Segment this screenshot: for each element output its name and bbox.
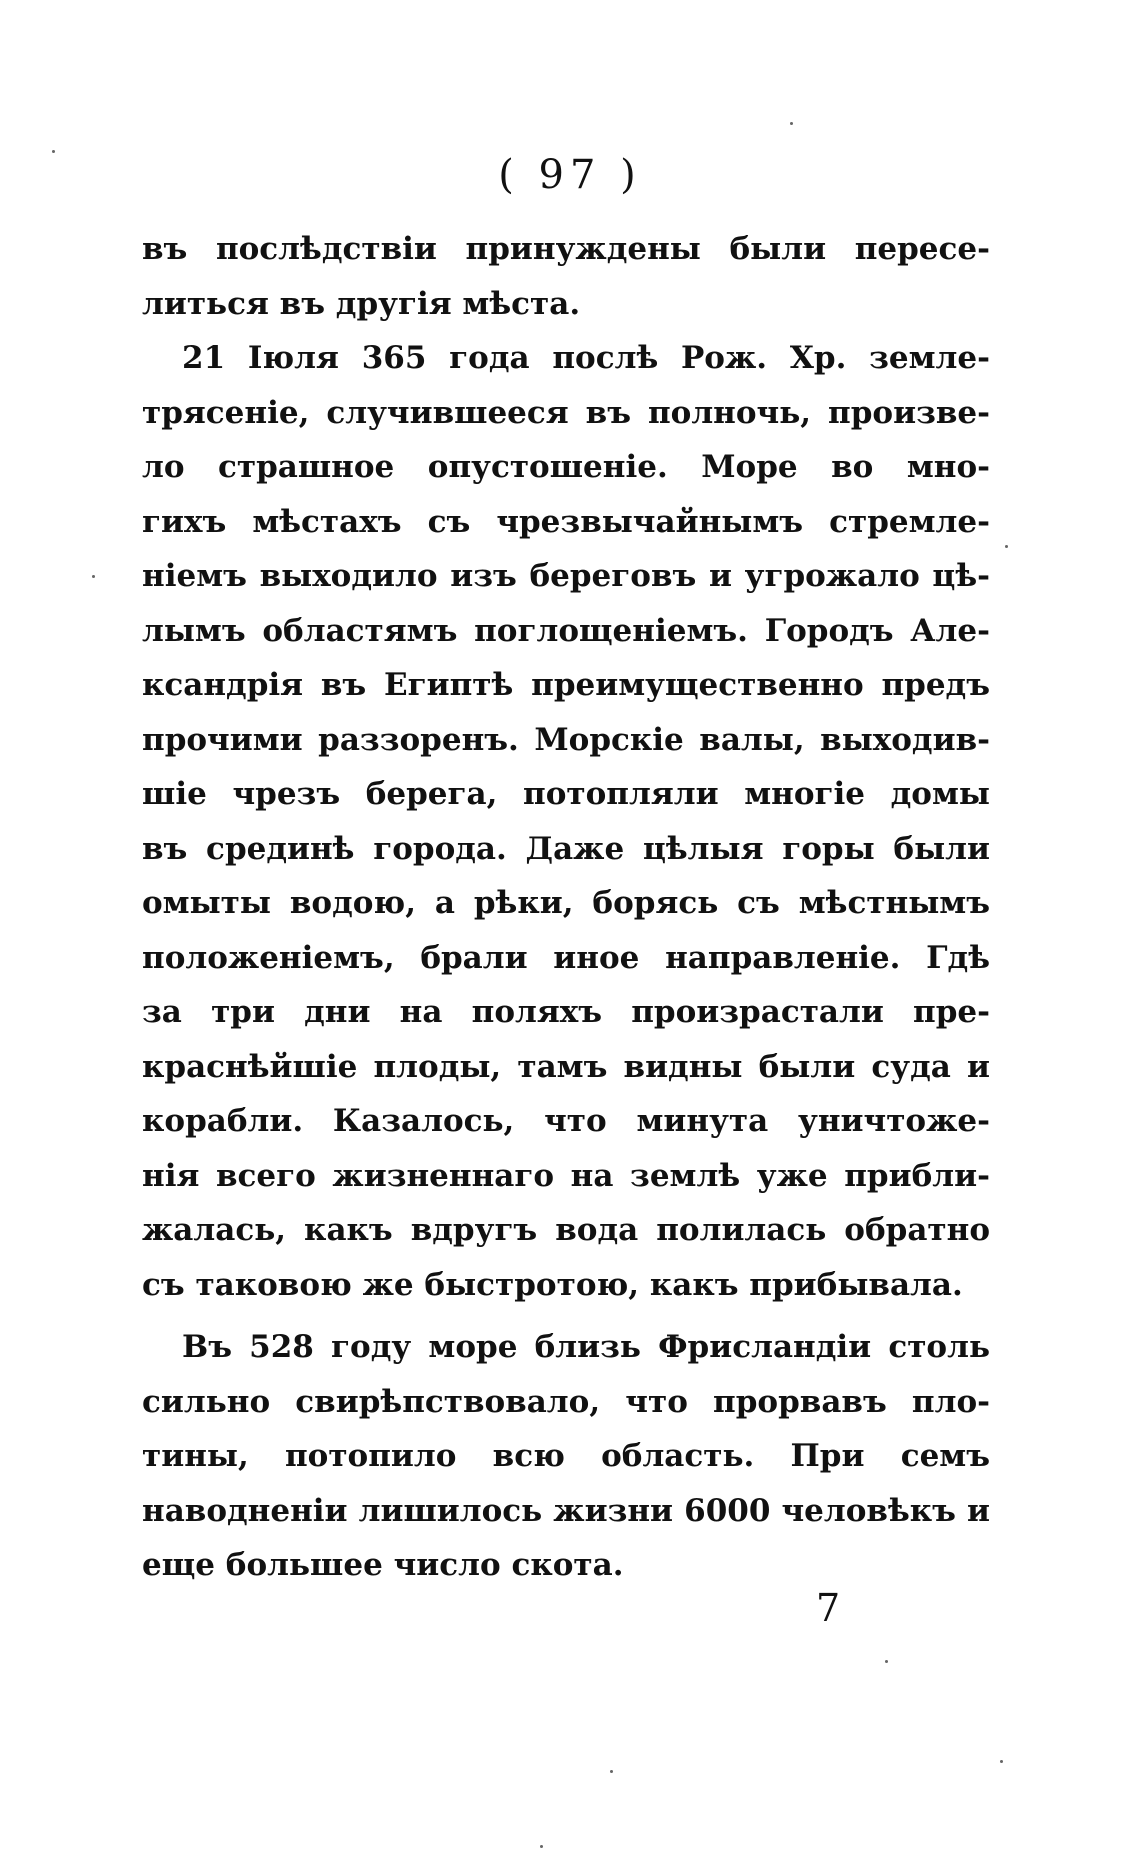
paper-speck: [52, 150, 55, 153]
signature-mark: 7: [816, 1586, 841, 1630]
paper-speck: [1005, 545, 1008, 548]
text-line: жалась, какъ вдругъ вода полилась обратно: [142, 1212, 990, 1248]
paper-speck: [92, 575, 95, 578]
text-line: еще большее число скота.: [142, 1547, 624, 1583]
text-line: за три дни на поляхъ произрастали пре-: [142, 994, 990, 1030]
text-line: корабли. Казалось, что минута уничтоже-: [142, 1103, 990, 1139]
text-line: сильно свирѣпствовало, что прорвавъ пло-: [142, 1383, 990, 1420]
paper-speck: [540, 1845, 543, 1848]
text-line: шіе чрезъ берега, потопляли многіе домы: [142, 776, 990, 812]
text-line: омыты водою, а рѣки, борясь съ мѣстнымъ: [142, 885, 990, 921]
text-line: ксандрія въ Египтѣ преимущественно предъ: [142, 667, 990, 703]
text-line: ніемъ выходило изъ береговъ и угрожало цѣ-: [142, 558, 990, 594]
text-line: положеніемъ, брали иное направленіе. Гдѣ: [142, 939, 990, 976]
text-line: краснѣйшіе плоды, тамъ видны были суда и: [142, 1048, 990, 1085]
text-line: нія всего жизненнаго на землѣ уже прибли-: [142, 1157, 990, 1194]
text-line: лымъ областямъ поглощеніемъ. Городъ Але-: [142, 612, 990, 649]
text-line: 21 Іюля 365 года послѣ Рож. Хр. земле-: [182, 340, 990, 376]
page-number: ( 97 ): [498, 152, 642, 198]
text-line: Въ 528 году море близь Фрисландіи столь: [182, 1329, 990, 1365]
text-line: ло страшное опустошеніе. Море во мно-: [142, 449, 990, 485]
paper-speck: [1000, 1760, 1003, 1763]
text-line: наводненіи лишилось жизни 6000 человѣкъ и: [142, 1492, 990, 1529]
text-line: въ срединѣ города. Даже цѣлыя горы были: [142, 830, 990, 867]
paper-speck: [790, 122, 793, 125]
text-line: тины, потопило всю область. При семъ: [142, 1438, 990, 1474]
text-line: гихъ мѣстахъ съ чрезвычайнымъ стремле-: [142, 503, 990, 540]
text-line: въ послѣдствіи принуждены были пересе-: [142, 231, 990, 267]
text-line: прочими раззоренъ. Морскіе валы, выходив-: [142, 721, 990, 758]
text-line: съ таковою же быстротою, какъ прибывала.: [142, 1266, 963, 1303]
text-line: трясеніе, случившееся въ полночь, произве-: [142, 394, 990, 431]
paper-speck: [885, 1660, 888, 1663]
text-line: литься въ другія мѣста.: [142, 285, 581, 322]
paper-speck: [610, 1770, 613, 1773]
body-text: [142, 222, 990, 1593]
